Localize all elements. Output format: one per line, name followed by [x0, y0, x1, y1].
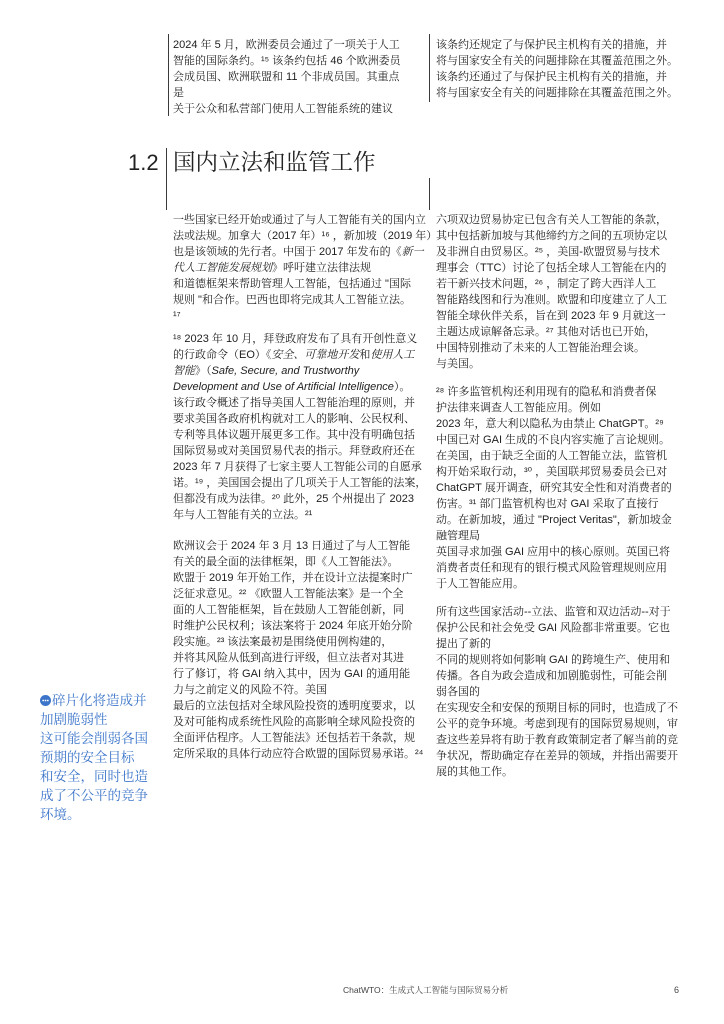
- text-line: [173, 379, 426, 395]
- text-line: 时维护公民权利；该法案将于 2024 年底开始分阶: [173, 620, 413, 632]
- text-segment: 》（: [195, 365, 212, 377]
- text-line: 力与之前定义的风险不符。美国: [173, 684, 327, 696]
- section-divider: [166, 148, 167, 210]
- text-line: 该条约还通过了与保护民主机构有关的措施，并: [436, 71, 667, 83]
- text-line: 提出了新的: [436, 638, 491, 650]
- text-line: 智能全球伙伴关系，旨在到 2023 年 9 月就这一: [436, 310, 666, 322]
- text-line: 行了修订，将 GAI 纳入其中，因为 GAI 的通用能: [173, 668, 411, 680]
- pull-quote-line: [40, 691, 160, 710]
- text-line: 并将其风险从低到高进行评级，但立法者对其进: [173, 652, 404, 664]
- text-line: 理事会（TTC）讨论了包括全球人工智能在内的: [436, 262, 667, 274]
- text-line: 但都没有成为法律。²⁰ 此外，25 个州提出了 2023: [173, 493, 414, 505]
- italic-text: 新一: [401, 246, 424, 258]
- text-line: 泛征求意见。²² 《欧盟人工智能法案》是一个全: [173, 588, 404, 600]
- text-line: 一些国家已经开始或通过了与人工智能有关的国内立: [173, 214, 426, 226]
- text-line: 中国特别推动了未来的人工智能治理会谈。: [436, 342, 645, 354]
- right-paragraph-2: [436, 384, 672, 592]
- text-line: 和道德框架来帮助管理人工智能，包括通过 "国际: [173, 278, 411, 290]
- top-left-paragraph: [173, 37, 401, 117]
- text-line: 护法律来调查人工智能应用。例如: [436, 402, 601, 414]
- text-line: 在实现安全和安保的预期目标的同时，也造成了不: [436, 702, 678, 714]
- text-line: 及非洲自由贸易区。²⁵ ，美国-欧盟贸易与技术: [436, 246, 660, 258]
- text-line: 构开始采取行动，³⁰ ，美国联邦贸易委员会已对: [436, 466, 668, 478]
- pull-quote-text: 碎片化将造成并: [52, 693, 147, 708]
- text-line: 所有这些国家活动--立法、监管和双边活动--对于: [436, 606, 671, 618]
- pull-quote: [40, 691, 160, 824]
- text-line: [173, 244, 437, 260]
- pull-quote-line: 环境。: [40, 807, 81, 822]
- text-segment: 》呼吁建立法律法规: [272, 262, 371, 274]
- text-line: 融管理局: [436, 530, 480, 542]
- text-line: 该条约还规定了与保护民主机构有关的措施，并: [436, 39, 667, 51]
- text-line: 六项双边贸易协定已包含有关人工智能的条款，: [436, 214, 667, 226]
- text-line: 年与人工智能有关的立法。²¹: [173, 509, 313, 521]
- text-line: 国际贸易或对美国贸易代表的指示。拜登政府还在: [173, 445, 415, 457]
- text-line: 伤害。³¹ 部门监管机构也对 GAI 采取了直接行: [436, 498, 659, 510]
- left-paragraph-1: [173, 212, 437, 324]
- text-line: ¹⁸ 2023 年 10 月，拜登政府发布了具有开创性意义: [173, 333, 418, 345]
- text-line: 要求美国各政府机构就对工人的影响、公民权利、: [173, 413, 415, 425]
- text-line: 传播。各自为政会造成和加剧脆弱性，可能会削: [436, 670, 667, 682]
- text-segment: ）。: [393, 381, 411, 393]
- text-segment: 和: [359, 349, 371, 361]
- italic-text: 代人工智能发展规划: [173, 262, 272, 274]
- italic-text: Safe, Secure, and Trustworthy: [211, 365, 360, 377]
- text-line: 主题达成谅解备忘录。²⁷ 其他对话也已开始，: [436, 326, 656, 338]
- text-line: 段实施。²³ 该法案最初是围绕使用例构建的，: [173, 636, 393, 648]
- text-line: 动。在新加坡，通过 "Project Veritas"，新加坡金: [436, 514, 672, 526]
- italic-text: 智能: [173, 365, 195, 377]
- text-line: 查这些差异将有助于教育政策制定者了解当前的竞: [436, 734, 678, 746]
- text-segment: 的行政命令（EO）《: [173, 349, 272, 361]
- text-line: 法或法规。加拿大（2017 年）¹⁶ ，新加坡（2019 年）: [173, 230, 438, 242]
- column-rule-right: [429, 34, 430, 102]
- text-line: 定所采取的具体行动应符合欧盟的国际贸易承诺。²⁴: [173, 748, 424, 760]
- text-line: 是: [173, 87, 184, 99]
- text-line: ChatGPT 展开调查，研究其安全性和对消费者的: [436, 482, 672, 494]
- text-line: [173, 260, 437, 276]
- text-line: 智能路线图和行为准则。欧盟和印度建立了人工: [436, 294, 667, 306]
- text-line: [173, 363, 426, 379]
- text-line: 其中包括新加坡与其他缔约方之间的五项协定以: [436, 230, 667, 242]
- text-line: 关于公众和私营部门使用人工智能系统的建议: [173, 103, 393, 115]
- text-line: 2023 年 7 月获得了七家主要人工智能公司的自愿承: [173, 461, 422, 473]
- text-line: 2023 年，意大利以隐私为由禁止 ChatGPT。²⁹: [436, 418, 664, 430]
- left-paragraph-2: [173, 331, 426, 523]
- pull-quote-line: 这可能会削弱各国: [40, 731, 148, 746]
- footer-title: ChatWTO：生成式人工智能与国际贸易分析: [343, 985, 509, 995]
- column-rule-left: [168, 34, 169, 116]
- text-line: 智能的国际条约。¹⁵ 该条约包括 46 个欧洲委员: [173, 55, 401, 67]
- section-number: 1.2: [128, 150, 159, 175]
- text-line: [173, 347, 426, 363]
- text-segment: 也是该领域的先行者。中国于 2017 年发布的《: [173, 246, 402, 258]
- text-line: 与美国。: [436, 358, 480, 370]
- text-line: ²⁸ 许多监管机构还利用现有的隐私和消费者保: [436, 386, 657, 398]
- text-line: 将与国家安全有关的问题排除在其覆盖范围之外。: [436, 87, 678, 99]
- right-paragraph-1: [436, 212, 667, 372]
- text-line: 有关的最全面的法律框架，即《人工智能法》。: [173, 556, 399, 568]
- text-line: 公平的竞争环境。考虑到现有的国际贸易规则，审: [436, 718, 678, 730]
- text-line: 该行政令概述了指导美国人工智能治理的原则，并: [173, 397, 415, 409]
- text-line: 诺。¹⁹ ，美国国会提出了几项关于人工智能的法案，: [173, 477, 427, 489]
- text-line: 面的人工智能框架，旨在鼓励人工智能创新，同: [173, 604, 404, 616]
- italic-text: Development and Use of Artificial Intelligence: [173, 381, 394, 393]
- left-paragraph-3: [173, 538, 423, 762]
- pull-quote-line: 成了不公平的竞争: [40, 788, 148, 803]
- text-line: 不同的规则将如何影响 GAI 的跨境生产、使用和: [436, 654, 671, 666]
- right-paragraph-3: [436, 604, 678, 780]
- text-line: 会成员国、欧洲联盟和 11 个非成员国。其重点: [173, 71, 400, 83]
- text-line: 最后的立法包括对全球风险投资的透明度要求，以: [173, 700, 415, 712]
- text-line: 于人工智能应用。: [436, 578, 524, 590]
- pull-quote-line: 预期的安全目标: [40, 750, 135, 765]
- text-line: 展的其他工作。: [436, 766, 513, 778]
- text-line: 在美国，由于缺乏全面的人工智能立法，监管机: [436, 450, 667, 462]
- section-title: 国内立法和监管工作: [173, 150, 376, 176]
- text-line: ¹⁷: [173, 310, 181, 322]
- text-line: 消费者责任和现有的银行模式风险管理规则应用: [436, 562, 667, 574]
- text-line: 专利等具体议题开展更多工作。其中没有明确包括: [173, 429, 415, 441]
- text-line: 2024 年 5 月，欧洲委员会通过了一项关于人工: [173, 39, 400, 51]
- pull-quote-line: 加剧脆弱性: [40, 712, 108, 727]
- top-right-paragraph: [436, 37, 678, 101]
- text-line: 及对可能构成系统性风险的高影响全球风险投资的: [173, 716, 415, 728]
- text-line: 中国已对 GAI 生成的不良内容实施了言论规则。: [436, 434, 671, 446]
- text-line: 将与国家安全有关的问题排除在其覆盖范围之外。: [436, 55, 678, 67]
- italic-text: 使用人工: [370, 349, 415, 361]
- text-line: 保护公民和社会免受 GAI 风险都非常重要。它也: [436, 622, 671, 634]
- italic-text: 安全、可靠地开发: [271, 349, 360, 361]
- text-line: 欧盟于 2019 年开始工作，并在设计立法提案时广: [173, 572, 413, 584]
- text-line: 弱各国的: [436, 686, 480, 698]
- text-line: 英国寻求加强 GAI 应用中的核心原则。英国已将: [436, 546, 671, 558]
- speech-bubble-icon: [40, 695, 51, 706]
- text-line: 若干新兴技术问题，²⁶ ，制定了跨大西洋人工: [436, 278, 657, 290]
- page-number: 6: [674, 985, 680, 995]
- text-line: 规则 "和合作。巴西也即将完成其人工智能立法。: [173, 294, 411, 306]
- text-line: 全面评估程序。人工智能法》还包括若干条款，规: [173, 732, 415, 744]
- pull-quote-line: 和安全，同时也造: [40, 769, 148, 784]
- text-line: 争状况，帮助确定存在差异的领域，并指出需要开: [436, 750, 678, 762]
- column-rule-right: [429, 178, 430, 210]
- text-line: 欧洲议会于 2024 年 3 月 13 日通过了与人工智能: [173, 540, 411, 552]
